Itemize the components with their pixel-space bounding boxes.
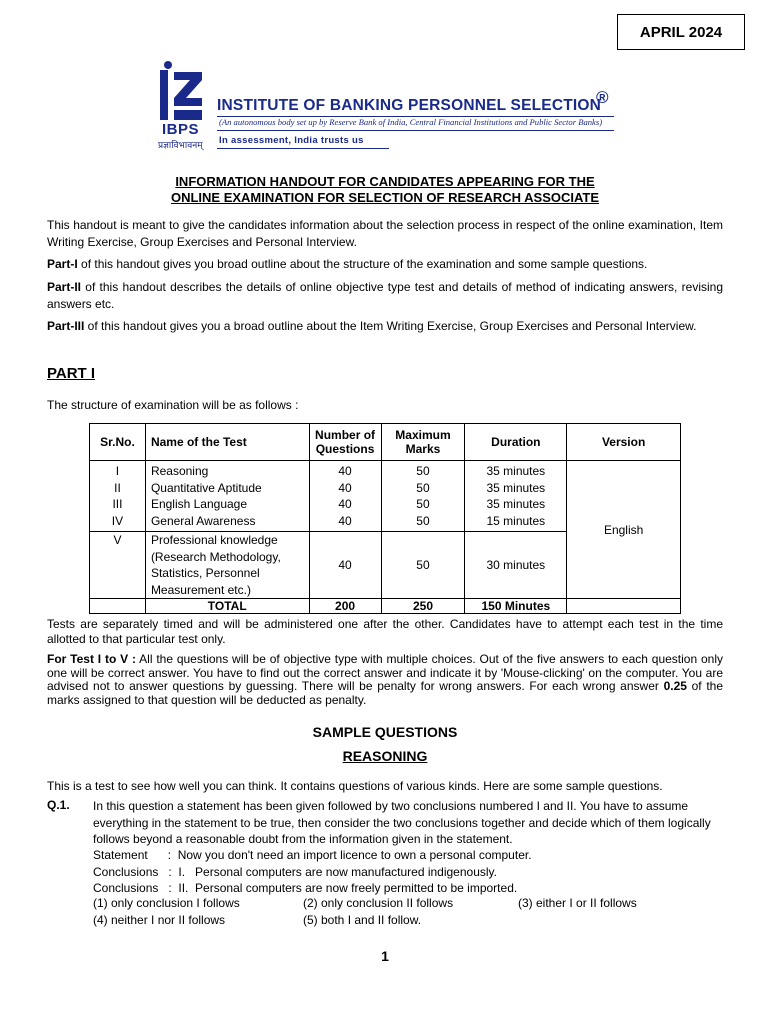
row-duration: 35 minutes bbox=[486, 497, 546, 511]
col-header: Version bbox=[567, 424, 681, 461]
org-name: INSTITUTE OF BANKING PERSONNEL SELECTION bbox=[217, 97, 602, 114]
question-conclusion: Conclusions : I. Personal computers are now manufactured indigenously. bbox=[93, 865, 497, 879]
ibps-logo-icon bbox=[158, 60, 206, 124]
row-duration: 30 minutes bbox=[465, 532, 567, 599]
total-label: TOTAL bbox=[145, 599, 309, 614]
intro-paragraph: This handout is meant to give the candidates information about the selection process in respect of the online examination, Item Writing Exercise, Group Exercises and Personal Interview. bbox=[47, 218, 723, 249]
org-subtitle: (An autonomous body set up by Reserve Bank of India, Central Financial Institutions and Public Sector Banks) bbox=[219, 117, 603, 127]
row-test-name: General Awareness bbox=[150, 513, 256, 528]
col-header: Name of the Test bbox=[145, 424, 309, 461]
exam-structure-table bbox=[89, 423, 681, 614]
answer-option: (4) neither I nor II follows bbox=[93, 913, 226, 927]
question-conclusion: Conclusions : II. Personal computers are now freely permitted to be imported. bbox=[93, 881, 518, 895]
total-questions: 200 bbox=[309, 599, 381, 614]
row-test-name: Reasoning bbox=[150, 464, 209, 478]
date-label: APRIL 2024 bbox=[617, 14, 745, 50]
answer-option: (2) only conclusion II follows bbox=[303, 896, 454, 910]
total-duration: 150 Minutes bbox=[465, 599, 567, 614]
org-tagline: In assessment, India trusts us bbox=[219, 135, 364, 146]
registered-mark: ® bbox=[596, 88, 609, 107]
answer-option: (1) only conclusion I follows bbox=[93, 896, 240, 910]
answer-option: (3) either I or II follows bbox=[518, 896, 637, 910]
question-number: Q.1. bbox=[47, 798, 70, 812]
part1-paragraph: Part-I of this handout gives you broad outline about the structure of the examination and some sample questions. bbox=[47, 257, 648, 271]
row-questions: 40 bbox=[338, 464, 352, 478]
row-test-name: English Language bbox=[150, 497, 248, 511]
reasoning-title: REASONING bbox=[342, 748, 428, 764]
row-srno: V bbox=[90, 532, 146, 599]
row-marks: 50 bbox=[416, 497, 430, 511]
col-header: Sr.No. bbox=[90, 424, 146, 461]
row-duration: 35 minutes bbox=[486, 464, 546, 478]
part-one-title: PART I bbox=[47, 365, 96, 382]
row-srno: II bbox=[114, 480, 121, 495]
row-srno: III bbox=[112, 497, 123, 511]
table-row bbox=[90, 461, 681, 532]
page-number: 1 bbox=[381, 948, 389, 964]
row-test-name: Quantitative Aptitude bbox=[150, 480, 262, 495]
row-questions: 40 bbox=[309, 532, 381, 599]
row-srno: IV bbox=[111, 513, 124, 528]
handout-title-line1: INFORMATION HANDOUT FOR CANDIDATES APPEARING FOR THE bbox=[175, 174, 595, 189]
total-marks: 250 bbox=[381, 599, 465, 614]
handout-title-line2: ONLINE EXAMINATION FOR SELECTION OF RESEARCH ASSOCIATE bbox=[170, 190, 600, 205]
row-questions: 40 bbox=[338, 497, 352, 511]
col-header: Maximum Marks bbox=[381, 424, 465, 461]
row-version: English bbox=[567, 461, 681, 599]
row-duration: 35 minutes bbox=[486, 480, 546, 495]
logo-motto-hindi: प्रज्ञाविभावनम् bbox=[158, 140, 203, 150]
col-header: Number of Questions bbox=[309, 424, 381, 461]
table-total-row bbox=[90, 599, 681, 614]
question-statement: Statement : Now you don't need an import licence to own a personal computer. bbox=[93, 848, 532, 862]
row-test-name: Professional knowledge (Research Methodology, Statistics, Personnel Measurement etc.) bbox=[145, 532, 309, 599]
row-duration: 15 minutes bbox=[486, 513, 546, 528]
row-questions: 40 bbox=[338, 513, 352, 528]
structure-intro: The structure of examination will be as follows : bbox=[47, 398, 299, 412]
table-header-row bbox=[90, 424, 681, 461]
row-marks: 50 bbox=[416, 464, 430, 478]
question-text: In this question a statement has been given followed by two conclusions numbered I and II. You have to assume everything in the statement to be true, then consider the two conclusions together and decide which of them logically follows beyond a reasonable doubt from the information given in the statement. bbox=[93, 799, 711, 846]
sample-questions-title: SAMPLE QUESTIONS bbox=[312, 724, 458, 740]
logo-abbreviation: IBPS bbox=[162, 121, 200, 138]
col-header: Duration bbox=[465, 424, 567, 461]
penalty-paragraph: For Test I to V : All the questions will be of objective type with multiple choices. Out of the five answers to each question only one will be correct answer. You have to find out the correct answer and indicate it by 'Mouse-clicking' on the computer. You are advised not to answer questions by guessing. There will be penalty for wrong answers. For each wrong answer 0.25 of the marks assigned to that question will be deducted as penalty. bbox=[47, 652, 723, 707]
row-srno: I bbox=[115, 464, 120, 478]
row-marks: 50 bbox=[416, 480, 430, 495]
answer-option: (5) both I and II follow. bbox=[303, 913, 422, 927]
part2-paragraph: Part-II of this handout describes the details of online objective type test and details of method of indicating answers, revising answers etc. bbox=[47, 280, 723, 311]
part3-paragraph: Part-III of this handout gives you a broad outline about the Item Writing Exercise, Group Exercises and Personal Interview. bbox=[47, 319, 697, 333]
row-marks: 50 bbox=[416, 513, 430, 528]
row-marks: 50 bbox=[381, 532, 465, 599]
row-questions: 40 bbox=[338, 480, 352, 495]
tests-timing-paragraph: Tests are separately timed and will be administered one after the other. Candidates have to attempt each test in the time allotted to that particular test only. bbox=[47, 617, 723, 646]
org-divider bbox=[217, 148, 389, 149]
org-divider bbox=[217, 130, 614, 131]
reasoning-intro: This is a test to see how well you can think. It contains questions of various kinds. Here are some sample questions. bbox=[47, 779, 663, 793]
